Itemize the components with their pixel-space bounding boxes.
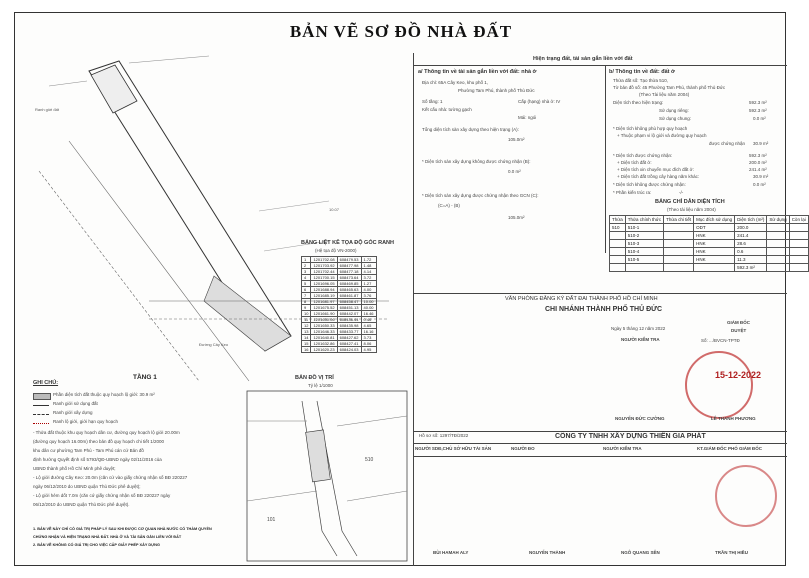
area-table-cell: HNK [694,256,735,264]
svg-text:Ranh giới đất: Ranh giới đất [35,107,59,112]
area-table-cell [767,232,789,240]
coord-table-cell: 15 [302,341,311,347]
coord-table-cell: 1201640.81 [311,335,337,341]
coord-table-cell: 1201702.44 [311,269,337,275]
coord-table-cell: 1201688.94 [311,287,337,293]
cert-area-value: 592.3 m² [749,153,767,158]
coord-table-cell: 40.00 [361,305,376,311]
floor-label: TẦNG 1 [133,374,157,381]
coord-table-cell: 12 [302,323,311,329]
coord-table [301,256,377,353]
area-table-header-cell: Mục đích sử dụng [694,216,735,224]
area-table-cell [767,248,789,256]
area-table [609,215,809,272]
coord-table-cell: 13 [302,329,311,335]
coord-table-cell: 608469.85 [337,281,361,287]
coord-table-cell: 0.46 [361,317,376,323]
residential-label: + Diện tích đất ở: [617,160,652,165]
coord-table-subtitle: (Hệ tọa độ VN-2000) [315,248,357,253]
converted-value: 241.4 m² [749,167,767,172]
legend-line-building [33,414,49,416]
land-shared-label: Sử dụng chung: [659,116,692,121]
signer-name: BÙI HAMAH ALY [433,550,469,555]
legend-footnote: CHỨNG NHẬN VÀ HIỆN TRẠNG NHÀ ĐẤT. NHÀ Ở VÀ TÀI SẢN GẮN LIỀN VỚI ĐẤT [33,535,182,539]
signer-name: TRẦN THỊ HIỀU [715,550,748,555]
office-date: Ngày 5 tháng 12 năm 2022 [611,326,666,331]
coord-table-cell: 1201650.33 [311,323,337,329]
legend-note: - Lộ giới hẻm dốt 7.0m (căn cứ giấy chứng nhận số BĐ 220227 ngày [33,493,171,498]
converted-label: + Diện tích xin chuyển mục đích đất ở: [617,167,694,172]
uncert-label: * Diện tích không được chứng nhận: [613,182,686,187]
coord-table-cell: 8 [302,299,311,305]
coord-table-cell: 1201646.33 [311,329,337,335]
area-table-cell [789,224,808,232]
land-private-label: Sử dụng riêng: [659,108,689,113]
coord-table-cell: 16.16 [361,329,376,335]
area-table-row [610,248,809,256]
area-table-header-cell: Sử dụng [767,216,789,224]
land-parcel: Thửa đất số: Tạo thửa 510, [613,78,668,83]
house-grade: Cấp (hạng) nhà ở: IV [518,99,561,104]
coord-table-cell: 8.06 [361,341,376,347]
cert-formula: (C=A) - (B) [438,203,460,208]
coord-table-cell: 3 [302,269,311,275]
coord-table-cell: 1201685.19 [311,293,337,299]
coord-table-cell: 608433.77 [337,329,361,335]
legend-line-boundary [33,405,49,406]
office-approved: DUYỆT [731,328,747,333]
panel-divider [413,53,414,566]
floor-area-label: Tổng diện tích sàn xây dựng theo hiện trạng (A): [422,127,519,132]
coord-table-cell: 3.72 [361,275,376,281]
area-table-cell [789,240,808,248]
area-table-cell: 0.6 [735,248,767,256]
location-map [247,391,407,561]
cert-label: * Diện tích sàn xây dựng được chứng nhận theo GCN (C): [422,193,539,198]
coord-table-cell: 608427.41 [337,341,361,347]
house-roof: Mái: ngói [518,115,537,120]
annual-label: + Diện tích đất trồng cây hàng năm khác: [617,174,700,179]
profile-number: Hồ sơ số: 1297/TĐ/2022 [419,433,469,438]
page-title: BẢN VẼ SƠ ĐỒ NHÀ ĐẤT [289,22,513,41]
coord-table-cell: 608451.13 [337,305,361,311]
office-line1: VĂN PHÒNG ĐĂNG KÝ ĐẤT ĐAI THÀNH PHỐ HỒ CHÍ MINH [505,296,658,302]
legend-footnote: 2. BẢN VẼ KHÔNG CÓ GIÁ TRỊ CHO VIỆC CẤP GIẤY PHÉP XÂY DỰNG [33,543,160,547]
office-director-name: LÊ THANH PHƯƠNG [711,416,756,421]
coord-table-cell: 11 [302,317,311,323]
land-sheet-note: (Theo Tài liệu năm 2004) [639,92,690,97]
area-table-cell [610,240,626,248]
coord-table-cell: 608442.07 [337,311,361,317]
area-table-row [610,224,809,232]
right-header: Hiện trạng đất, tài sản gắn liền với đất [533,56,633,62]
area-table-total-row [610,264,809,272]
annual-value: 30.9 m² [753,174,769,179]
coord-table-title: BẢNG LIỆT KÊ TỌA ĐỘ GÓC RANH [301,240,394,246]
area-table-row [610,240,809,248]
area-table-row [610,232,809,240]
non-cert-value: 0.0 m² [508,169,521,174]
coord-table-cell: 6 [302,287,311,293]
coord-table-cell: 9 [302,305,311,311]
area-table-header-cell: Thửa [610,216,626,224]
location-map-title: BẢN ĐỒ VỊ TRÍ [295,375,334,381]
legend-item-0: Phần diện tích đất thuộc quy hoạch lộ giới: 30.9 m² [53,392,155,397]
uncert-value: 0.0 m² [753,182,766,187]
area-table-cell [664,248,694,256]
area-table-cell: 510-1 [625,224,663,232]
land-area-label: Diện tích theo hiện trạng: [613,100,664,105]
area-table-cell [610,248,626,256]
coord-table-cell: 1.72 [361,257,376,263]
land-plan-cert-label: được chứng nhận [709,141,745,146]
signer-role: NGƯỜI SDĐ,CHỦ SỞ HỮU TÀI SẢN [415,446,492,451]
area-table-cell [664,240,694,248]
cert-value: 105.0m² [508,215,525,220]
floor-area-value: 105.0m² [508,137,525,142]
house-floors: Số tầng: 1 [422,99,443,104]
coord-table-cell: 7 [302,293,311,299]
coord-table-cell: 10 [302,311,311,317]
area-table-cell: 28.6 [735,240,767,248]
legend-note: định hướng Quyết định số 5793/QĐ-UBND ngày 02/11/2016 của [33,457,162,462]
coord-table-cell: 1.48 [361,263,376,269]
house-address: Địa chỉ: 65A Cây Keo, khu phố 1, [422,80,489,85]
area-table-title: BẢNG CHỈ DẪN DIỆN TÍCH [655,199,725,205]
coord-table-cell: 4.14 [361,269,376,275]
legend-title: GHI CHÚ: [33,380,59,386]
coord-table-cell: 1201661.90 [311,311,337,317]
legend-note: 06/12/2010 do UBND quận Thủ Đức phê duyệt). [33,502,130,507]
area-table-cell: HNK [694,248,735,256]
legend-note: khu dân cư phường Tam Phú - Tam Phú cán cứ Bản đồ [33,448,144,453]
signer-name: NGÔ QUANG SÊN [621,550,660,555]
area-table-total-cell [664,264,694,272]
land-area-value: 592.3 m² [749,100,767,105]
area-table-cell: 11.3 [735,256,767,264]
coord-table-row [302,347,377,353]
coord-table-cell: 608458.47 [337,299,361,305]
area-table-cell: 510-5 [625,256,663,264]
coord-table-cell: 3.76 [361,293,376,299]
land-plan-sub: + Thuộc phạm vi lộ giới và đường quy hoạch [617,133,707,138]
land-plan-label: * Diện tích không phù hợp quy hoạch [613,126,688,131]
coord-table-cell: 16 [302,347,311,353]
area-table-cell [610,256,626,264]
legend-swatch-planning [33,393,51,400]
legend-item-2: Ranh giới xây dựng [53,410,93,415]
coord-table-cell: 1201703.92 [311,263,337,269]
legend-item-3: Ranh lộ giới, giới hạn quy hoạch [53,419,118,424]
coord-table-cell: 16.46 [361,311,376,317]
coord-table-cell: 608477.98 [337,263,361,269]
coord-table-cell: 3.73 [361,335,376,341]
area-table-cell: HNK [694,240,735,248]
area-table-cell: 510-4 [625,248,663,256]
coord-table-cell: 1201681.97 [311,299,337,305]
office-director-label: GIÁM ĐỐC [727,320,750,325]
coord-table-cell: 2 [302,263,311,269]
coord-table-cell: 608477.18 [337,269,361,275]
coord-table-cell: 1.27 [361,281,376,287]
svg-text:510: 510 [365,457,374,463]
coord-table-cell: 608479.53 [337,257,361,263]
area-table-cell: 510-2 [625,232,663,240]
area-table-total-cell: 592.3 m² [735,264,767,272]
land-shared-value: 0.0 m² [753,116,766,121]
area-table-cell [610,232,626,240]
area-table-cell [767,256,789,264]
coord-table-cell: 608424.03 [337,347,361,353]
area-table-total-cell [767,264,789,272]
residential-value: 200.0 m² [749,160,767,165]
drawing-sheet [14,12,806,566]
coord-table-cell: 608436.44 [337,317,361,323]
area-table-cell: 200.0 [735,224,767,232]
area-table-header-cell: Còn lại [789,216,808,224]
area-table-header-cell: Diện tích (m²) [735,216,767,224]
signer-role: NGƯỜI KIỂM TRA [603,446,642,451]
area-table-cell [664,232,694,240]
coord-table-cell: 608461.87 [337,293,361,299]
area-table-row [610,256,809,264]
area-table-cell [789,232,808,240]
building-label: * Phần kiến trúc ra: [613,190,652,195]
legend-note: - Thửa đất thuộc khu quy hoạch dân cư, đường quy hoạch lộ giới 20.00m [33,430,180,435]
area-table-cell [767,224,789,232]
area-table-cell [664,224,694,232]
area-table-subtitle: (Theo tài liệu năm 2004) [667,207,716,212]
cert-area-label: * Diện tích được chứng nhận: [613,153,673,158]
non-cert-label: * Diện tích sàn xây dựng không được chứng nhận (B): [422,159,531,164]
legend-note: - Lộ giới đường Cây Keo: 20.0m (căn cứ vào giấy chứng nhận số BĐ 220227 [33,475,188,480]
svg-text:Đường Cây Keo: Đường Cây Keo [199,342,229,347]
coord-table-cell: 4.00 [361,287,376,293]
land-sheet: Tờ bản đồ số: 45 Phường Tam Phú, thành phố Thủ Đức [613,85,726,90]
area-table-cell: 510-3 [625,240,663,248]
area-table-total-cell [694,264,735,272]
coord-table-cell: 1201675.52 [311,305,337,311]
coord-table-cell: 10.00 [361,299,376,305]
coord-table-cell: 1201700.15 [311,275,337,281]
area-table-cell: 510 [610,224,626,232]
house-structure: Kết cấu nhà: tường gạch [422,107,472,112]
area-table-cell: HNK [694,232,735,240]
area-table-header-cell: Thửa chi tiết [664,216,694,224]
area-table-cell [767,240,789,248]
legend-note: ngày 06/12/2010 do UBND quận Thủ Đức phê duyệt); [33,484,141,489]
stamp-date: 15-12-2022 [715,370,762,380]
land-info-title: b/ Thông tin về đất: đất ở [609,69,675,75]
area-table-total-cell [610,264,626,272]
coord-table-cell: 4.65 [361,323,376,329]
land-private-value: 592.3 m² [749,108,767,113]
coord-table-cell: 1201632.86 [311,341,337,347]
area-table-cell: 241.4 [735,232,767,240]
planning-zone [204,276,291,351]
office-checker-name: NGUYỄN ĐỨC CƯỜNG [615,416,665,421]
house-address-2: Phường Tam Phú, thành phố Thủ Đức [458,88,535,93]
coord-table-cell: 1201696.05 [311,281,337,287]
coord-table-cell: 1201702.08 [311,257,337,263]
area-table-header-cell: Thửa chính thức [625,216,663,224]
area-table-cell: ODT [694,224,735,232]
svg-text:10.07: 10.07 [329,207,340,212]
house-footprint [91,65,137,113]
office-line2: CHI NHÁNH THÀNH PHỐ THỦ ĐỨC [545,306,663,313]
coord-table-cell: 608427.62 [337,335,361,341]
coord-table-cell: 4.95 [361,347,376,353]
area-table-cell [664,256,694,264]
coord-table-cell: 608435.98 [337,323,361,329]
area-table-total-cell [789,264,808,272]
area-table-cell [789,248,808,256]
legend-footnote: 1. BẢN VẼ NÀY CHỈ CÓ GIÁ TRỊ PHÁP LÝ SAU KHI ĐƯỢC CƠ QUAN NHÀ NƯỚC CÓ THẨM QUYỀN [33,527,212,531]
coord-table-cell: 608473.64 [337,275,361,281]
land-plan-value: 30.9 m² [753,141,769,146]
svg-text:101: 101 [267,517,276,523]
signer-name: NGUYỄN THÀNH [529,550,566,555]
area-table-cell [789,256,808,264]
area-table-total-cell [625,264,663,272]
area-table-header [610,216,809,224]
legend-item-1: Ranh giới sử dụng đất [53,401,98,406]
signer-role: NGƯỜI ĐO [511,446,535,451]
legend-note: (đường quy hoạch 16.00m) theo bản đồ quy hoạch chi tiết 1/2000 [33,439,165,444]
company-seal [715,465,777,527]
coord-table-cell: 1201650.06 [311,317,337,323]
coord-table-cell: 5 [302,281,311,287]
company-name: CÔNG TY TNHH XÂY DỰNG THIÊN GIA PHÁT [555,433,706,440]
office-number: Số: .../BVCN-TPTĐ [701,338,740,343]
office-seal [685,351,753,419]
coord-table-cell: 1 [302,257,311,263]
office-checker-label: NGƯỜI KIỂM TRA [621,337,660,342]
building-value: -/- [679,190,684,195]
house-info-title: a/ Thông tin về tài sản gắn liền với đất: nhà ở [418,69,537,75]
location-map-scale: Tỷ lệ 1/1000 [308,383,333,388]
coord-table-cell: 608465.63 [337,287,361,293]
legend-line-planning [33,423,49,425]
coord-table-cell: 1201620.23 [311,347,337,353]
coord-table-cell: 14 [302,335,311,341]
signer-role: KT.GIÁM ĐỐC PHÓ GIÁM ĐỐC [697,446,762,451]
legend-note: UBND thành phố Hồ Chí Minh phê duyệt; [33,466,116,471]
coord-table-cell: 4 [302,275,311,281]
